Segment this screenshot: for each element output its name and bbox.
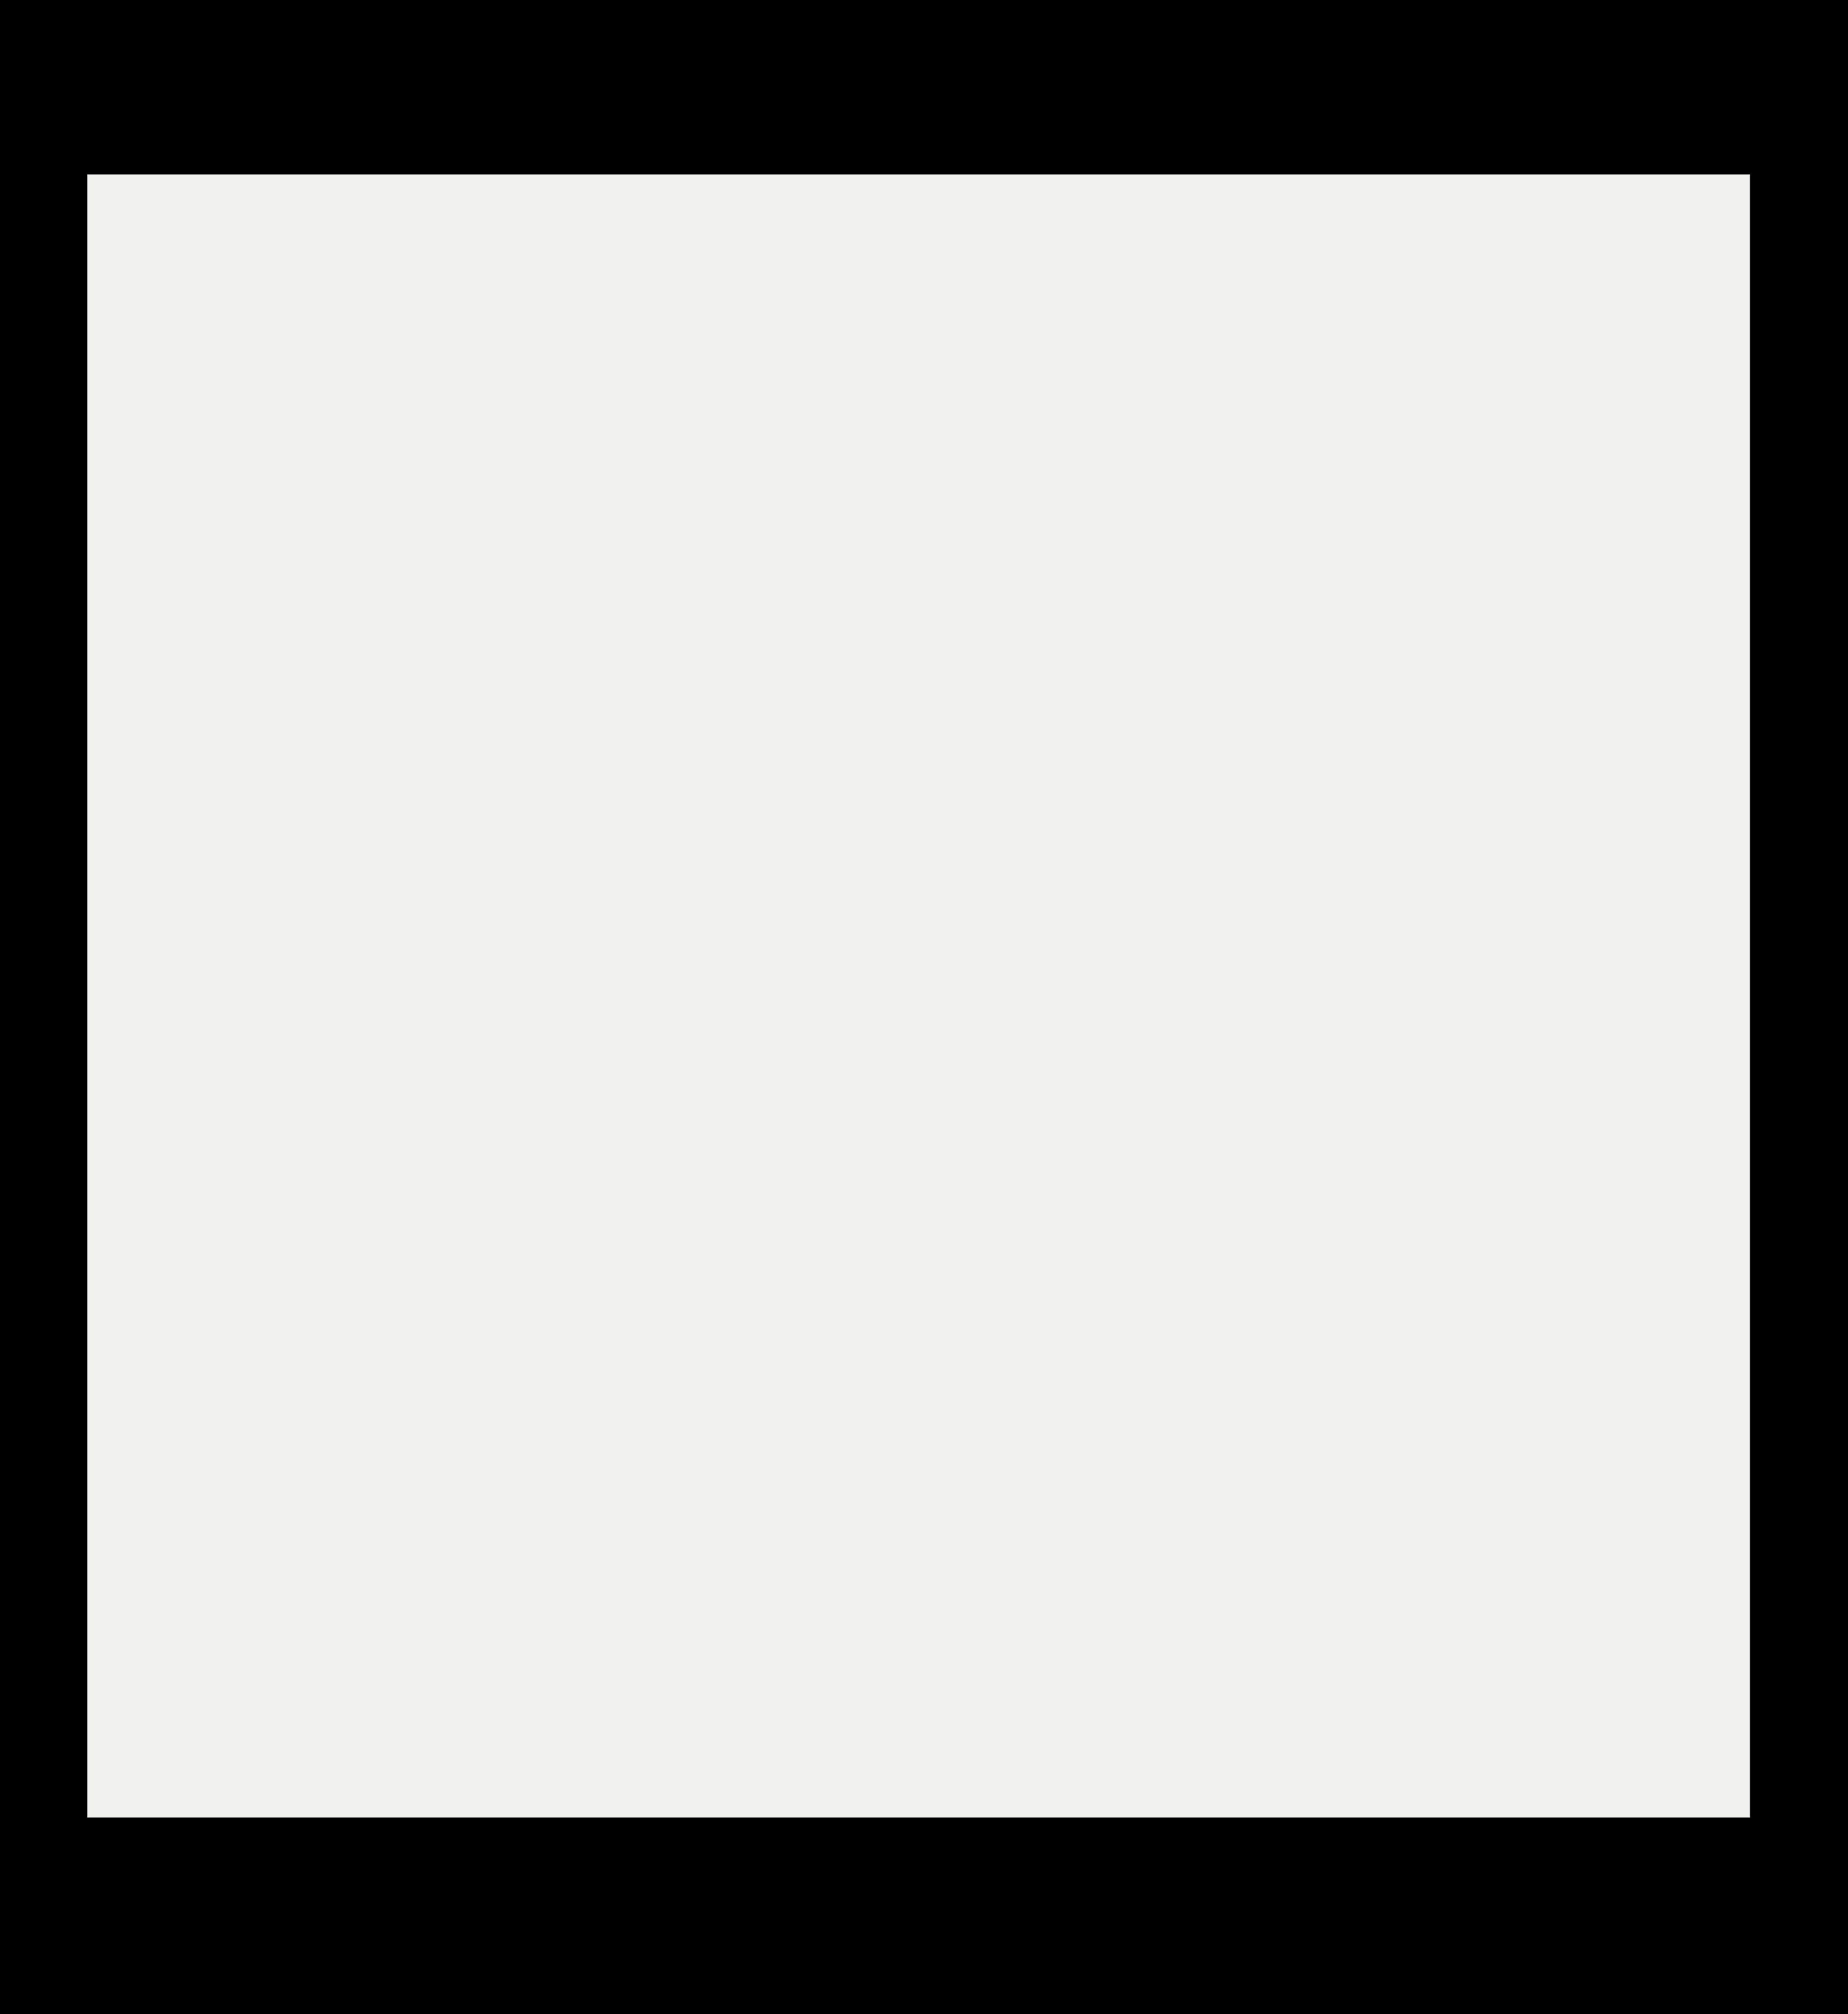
footer-agents [162,1741,169,1758]
table-grid [88,175,1749,1817]
footer-line [162,1698,169,1712]
manifest-sheet [88,175,1749,1817]
footer-owners [162,1720,169,1733]
